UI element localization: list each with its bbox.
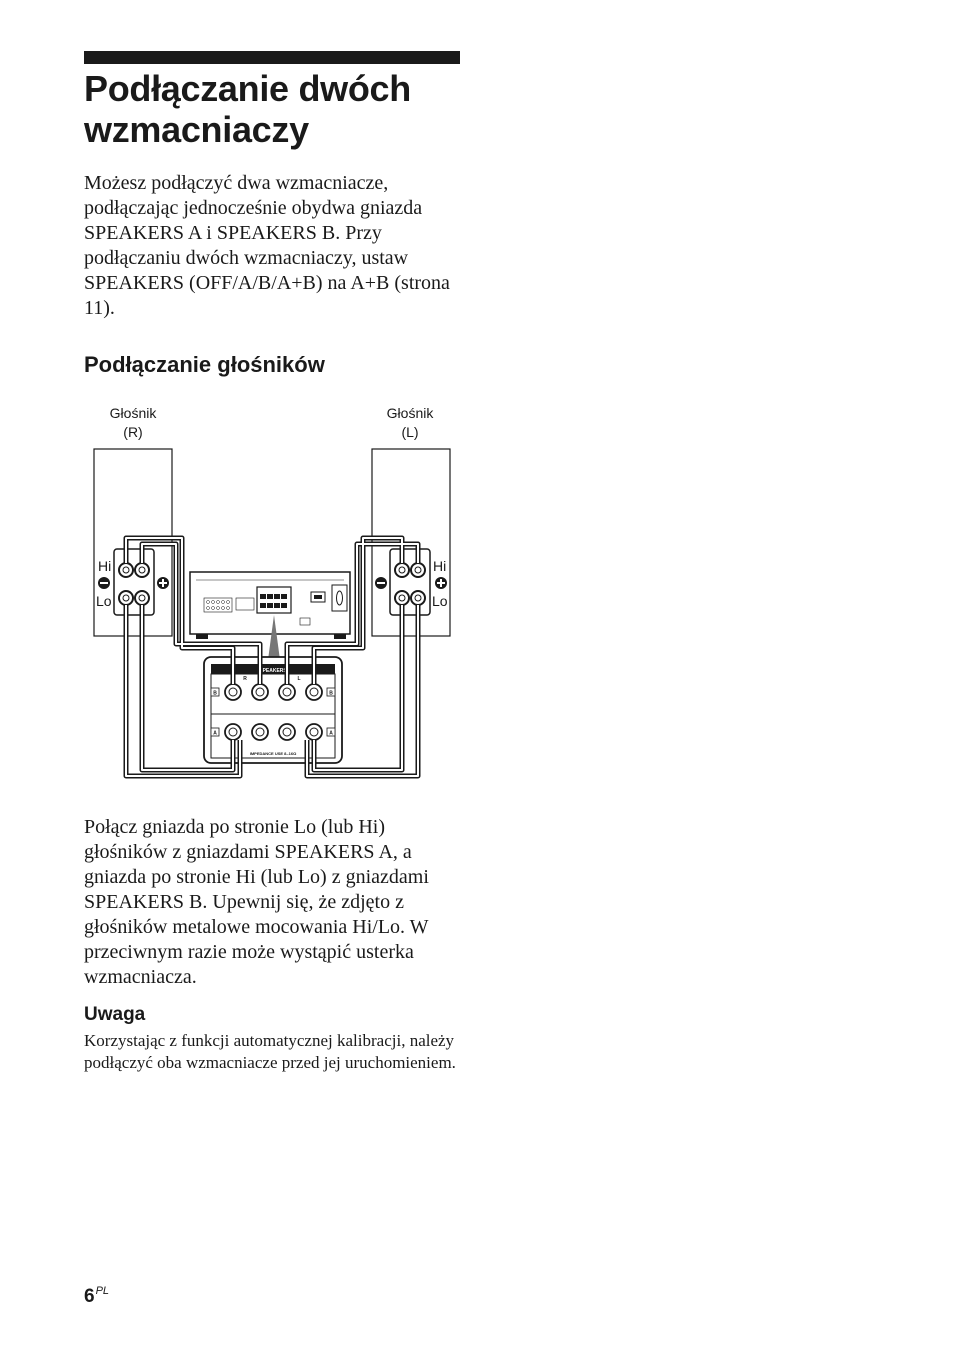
lo-label-right: Lo — [96, 593, 112, 609]
note-heading: Uwaga — [84, 1004, 146, 1025]
page-language-suffix: PL — [95, 1285, 110, 1297]
page-number — [84, 1279, 109, 1309]
speaker-left-label: Głośnik — [386, 405, 434, 421]
impedance-note: IMPEDANCE USE 8–16Ω — [249, 751, 297, 756]
speakers-panel-label: SPEAKERS — [259, 668, 287, 674]
speaker-left-channel: (L) — [401, 424, 419, 440]
speakers-terminal-panel — [204, 657, 342, 763]
speaker-connection-diagram — [84, 400, 454, 785]
minus-icon — [375, 577, 387, 589]
receiver-rear-view — [190, 572, 350, 639]
speaker-right-channel: (R) — [123, 424, 143, 440]
page-title: Podłączanie dwóch wzmacniaczy — [84, 68, 411, 150]
hi-label-left: Hi — [433, 558, 447, 574]
title-rule — [84, 51, 460, 64]
speaker-right-terminals — [114, 549, 154, 615]
lo-label-left: Lo — [432, 593, 448, 609]
plus-icon — [435, 577, 447, 589]
note-text: Korzystając z funkcji automatycznej kalibracji, należy podłączyć oba wzmacniacze przed jej uruchomieniem. — [84, 1031, 456, 1072]
instructions-paragraph: Połącz gniazda po stronie Lo (lub Hi) głośników z gniazdami SPEAKERS A, a gniazda po stronie Hi (lub Lo) z gniazdami SPEAKERS B. Upewnij się, że zdjęto z głośników metalowe mocowania Hi/Lo. W przeciwnym razie może wystąpić usterka wzmacniacza. — [84, 816, 429, 988]
hi-label-right: Hi — [98, 558, 112, 574]
page-number-value: 6 — [84, 1286, 95, 1307]
row-a-label-right: A — [329, 730, 333, 737]
speaker-right-label: Głośnik — [109, 405, 157, 421]
speaker-left-terminals — [390, 549, 430, 615]
section-heading: Podłączanie głośników — [84, 352, 325, 377]
channel-r-label: R — [243, 676, 247, 682]
plus-icon — [157, 577, 169, 589]
row-a-label-left: A — [213, 730, 217, 737]
row-b-label-left: B — [213, 690, 217, 697]
intro-paragraph: Możesz podłączyć dwa wzmacniacze, podłączając jednocześnie obydwa gniazda SPEAKERS A i SPEAKERS B. Przy podłączaniu dwóch wzmacniaczy, ustaw SPEAKERS (OFF/A/B/A+B) na A+B (strona 11). — [84, 172, 450, 319]
row-b-label-right: B — [329, 690, 333, 697]
minus-icon — [98, 577, 110, 589]
channel-l-label: L — [297, 676, 301, 682]
